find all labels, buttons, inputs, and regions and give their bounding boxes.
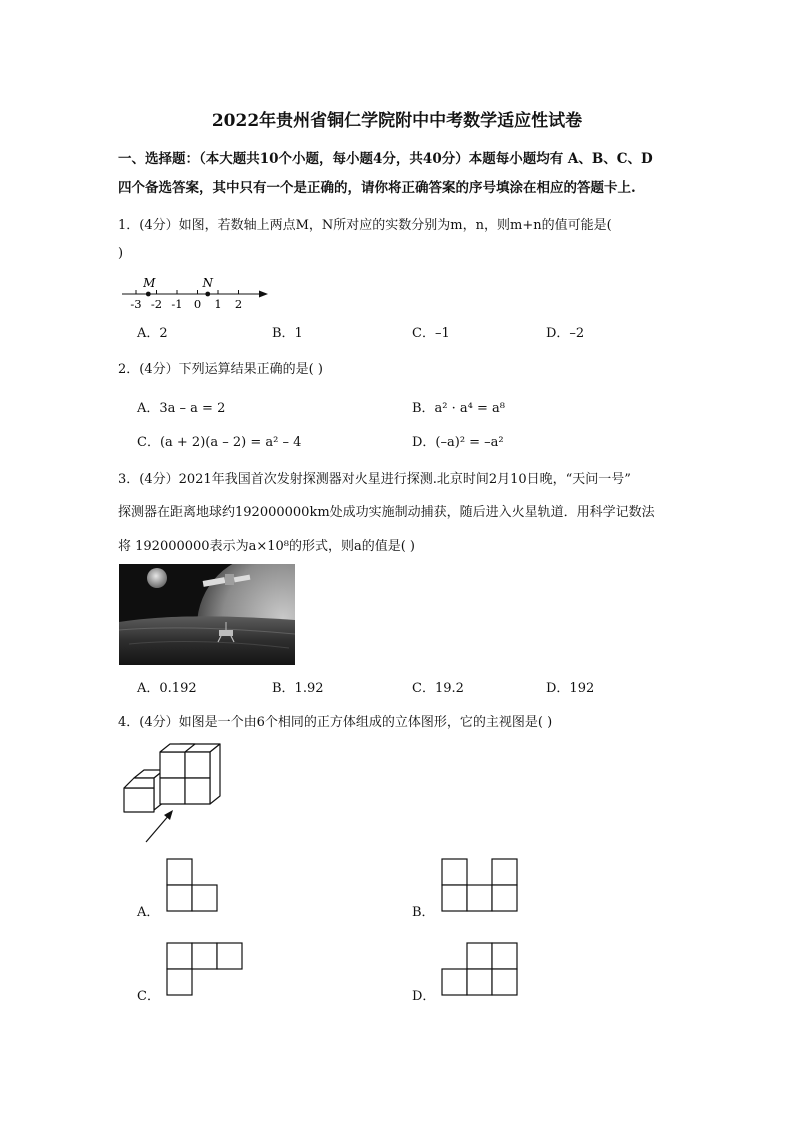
q1-option-a[interactable]: A．2 <box>137 326 168 341</box>
q4-option-b[interactable]: B． <box>412 905 435 920</box>
q2-option-d[interactable]: D．(–a)² = –a² <box>412 435 504 450</box>
section-instructions-line2: 四个备选答案，其中只有一个是正确的，请你将正确答案的序号填涂在相应的答题卡上. <box>118 180 636 196</box>
number-line-tick-label: 0 <box>193 297 202 311</box>
q1-option-c[interactable]: C．–1 <box>412 326 450 341</box>
earth-planet <box>147 568 167 588</box>
point-m <box>146 292 151 297</box>
number-line-tick-label: -1 <box>171 297 183 311</box>
q2-option-c[interactable]: C．(a + 2)(a – 2) = a² – 4 <box>137 435 302 450</box>
number-line-tick-label: -2 <box>150 297 163 311</box>
q1-number-line <box>118 272 278 312</box>
q4-option-a-figure[interactable] <box>166 858 220 912</box>
q4-option-d[interactable]: D． <box>412 989 436 1004</box>
q3-stem-line1: 3．(4分）2021年我国首次发射探测器对火星进行探测.北京时间2月10日晚，“天问一号” <box>118 472 631 487</box>
q3-option-c[interactable]: C．19.2 <box>412 681 464 696</box>
q4-option-b-figure[interactable] <box>441 858 521 912</box>
q4-option-c[interactable]: C． <box>137 989 160 1004</box>
q2-option-a[interactable]: A．3a – a = 2 <box>137 401 226 416</box>
q4-stem: 4．(4分）如图是一个由6个相同的正方体组成的立体图形，它的主视图是( ) <box>118 715 553 730</box>
page-title: 2022年贵州省铜仁学院附中中考数学适应性试卷 <box>211 111 583 131</box>
section-instructions-line1: 一、选择题：（本大题共10个小题，每小题4分，共40分）本题每小题均有 A、B、C、D <box>118 151 653 167</box>
q3-option-b[interactable]: B．1.92 <box>272 681 324 696</box>
q4-option-d-figure[interactable] <box>441 942 521 996</box>
q2-option-b[interactable]: B．a² · a⁴ = a⁸ <box>412 401 505 416</box>
q1-option-b[interactable]: B．1 <box>272 326 303 341</box>
number-line-tick-label: 1 <box>214 297 222 311</box>
number-line-tick-label: 2 <box>234 297 243 311</box>
q3-option-a[interactable]: A．0.192 <box>137 681 197 696</box>
label-m: M <box>143 276 156 290</box>
label-n: N <box>202 276 213 290</box>
q3-option-d[interactable]: D．192 <box>546 681 595 696</box>
mars-probe-photo <box>119 564 295 665</box>
q2-stem: 2．(4分）下列运算结果正确的是( ) <box>118 362 323 377</box>
q3-stem-line2: 探测器在距离地球约192000000km处成功实施制动捕获，随后进入火星轨道．用科学记数法 <box>118 505 655 520</box>
q1-stem-line1: 1．(4分）如图，若数轴上两点M，N所对应的实数分别为m，n，则m+n的值可能是( <box>118 218 612 233</box>
point-n <box>205 292 210 297</box>
q4-option-a[interactable]: A． <box>137 905 160 920</box>
q3-stem-line3: 将 192000000表示为a×10⁸的形式，则a的值是( ) <box>118 539 415 554</box>
q1-stem-line2: ) <box>118 246 124 261</box>
number-line-tick-label: -3 <box>130 297 142 311</box>
q1-option-d[interactable]: D．–2 <box>546 326 585 341</box>
q4-option-c-figure[interactable] <box>166 942 246 996</box>
q4-cube-figure <box>118 744 228 848</box>
